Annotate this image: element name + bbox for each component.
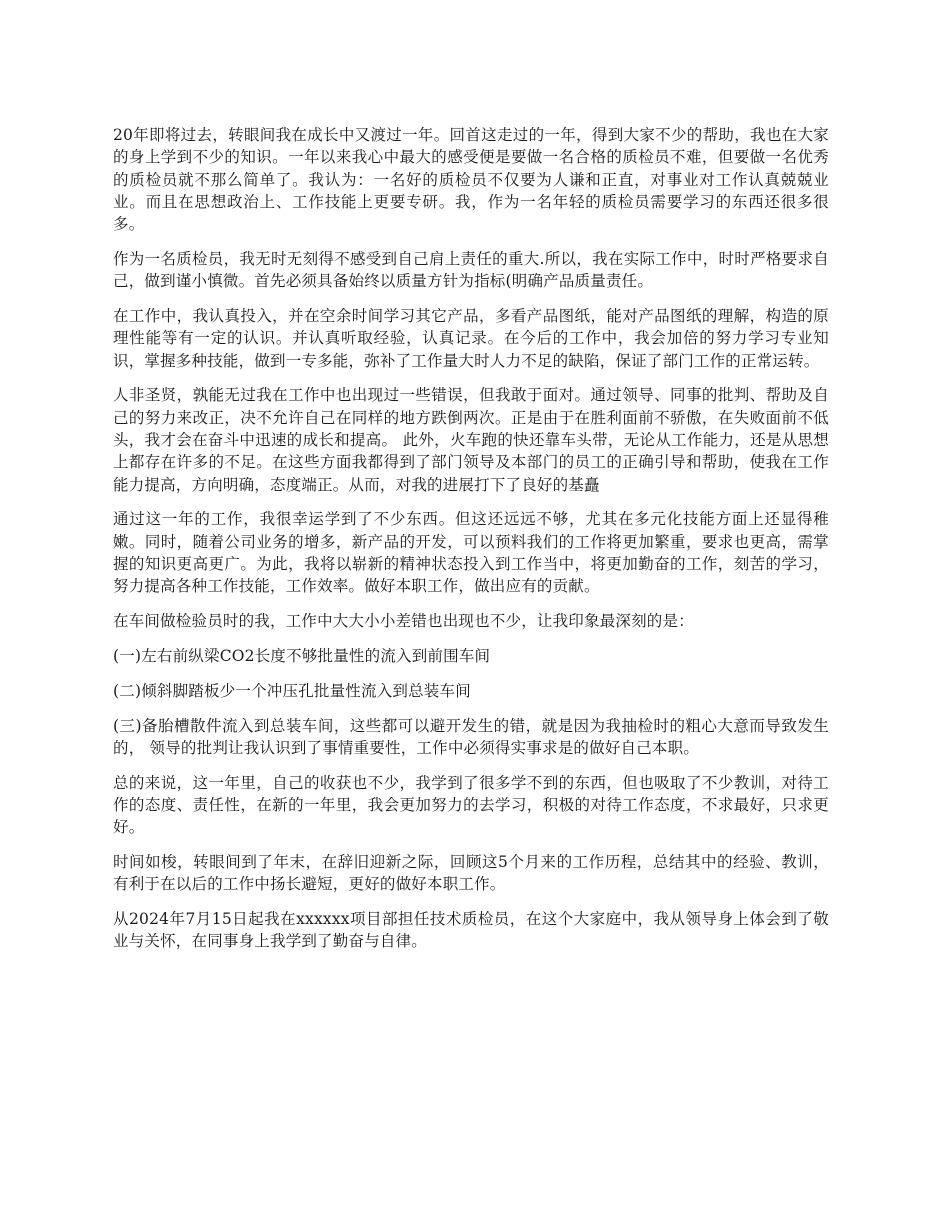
paragraph: 人非圣贤，孰能无过我在工作中也出现过一些错误，但我敢于面对。通过领导、同事的批判、帮助及自己的努力来改正，决不允许自己在同样的地方跌倒两次。正是由于在胜利面前不骄傲，在失败面前不低头，我才会在奋斗中迅速的成长和提高。 此外，火车跑的快还靠车头带，无论从工作能力，还是从思想上都存在许多的不足。在这些方面我都得到了部门领导及本部门的员工的正确引导和帮助，使我在工作能力提高，方向明确，态度端正。从而，对我的进展打下了良好的基矗 <box>113 386 829 494</box>
document-body <box>113 124 829 965</box>
paragraph: 在车间做检验员时的我，工作中大大小小差错也出现也不少，让我印象最深刻的是： <box>113 612 694 631</box>
paragraph: 从2024年7月15日起我在xxxxxx项目部担任技术质检员，在这个大家庭中，我从领导身上体会到了敬业与关怀，在同事身上我学到了勤奋与自律。 <box>113 910 829 951</box>
list-item: (一)左右前纵梁CO2长度不够批量性的流入到前围车间 <box>113 646 491 665</box>
paragraph: 作为一名质检员，我无时无刻得不感受到自己肩上责任的重大.所以，我在实际工作中，时时严格要求自己，做到谨小慎微。首先必须具备始终以质量方针为指标(明确产品质量责任。 <box>113 249 829 291</box>
paragraph: 20年即将过去，转眼间我在成长中又渡过一年。回首这走过的一年，得到大家不少的帮助，我也在大家的身上学到不少的知识。一年以来我心中最大的感受便是要做一名合格的质检员不难，但要做一名优秀的质检员就不那么简单了。我认为：一名好的质检员不仅要为人谦和正直，对事业对工作认真兢兢业业。而且在思想政治上、工作技能上更要专研。我，作为一名年轻的质检员需要学习的东西还很多很多。 <box>113 126 829 234</box>
paragraph: 总的来说，这一年里，自己的收获也不少，我学到了很多学不到的东西，但也吸取了不少教训，对待工作的态度、责任性，在新的一年里，我会更加努力的去学习，积极的对待工作态度，不求最好，只求更好。 <box>113 773 829 837</box>
paragraph: 时间如梭，转眼间到了年末，在辞旧迎新之际，回顾这5个月来的工作历程，总结其中的经验、教训，有利于在以后的工作中扬长避短，更好的做好本职工作。 <box>113 853 829 894</box>
paragraph: 在工作中，我认真投入，并在空余时间学习其它产品，多看产品图纸，能对产品图纸的理解，构造的原理性能等有一定的认识。并认真听取经验，认真记录。在今后的工作中，我会加倍的努力学习专业知识，掌握多种技能，做到一专多能，弥补了工作量大时人力不足的缺陷，保证了部门工作的正常运转。 <box>113 307 829 370</box>
paragraph: 通过这一年的工作，我很幸运学到了不少东西。但这还远远不够，尤其在多元化技能方面上还显得稚嫩。同时，随着公司业务的增多，新产品的开发，可以预料我们的工作将更加繁重，要求也更高，需掌握的知识更高更广。为此，我将以崭新的精神状态投入到工作当中，将更加勤奋的工作，刻苦的学习，努力提高各种工作技能，工作效率。做好本职工作，做出应有的贡献。 <box>113 510 829 596</box>
list-item: (三)备胎槽散件流入到总装车间，这些都可以避开发生的错，就是因为我抽检时的粗心大意而导致发生的， 领导的批判让我认识到了事情重要性，工作中必须得实事求是的做好自己本职。 <box>113 716 829 757</box>
list-item: (二)倾斜脚踏板少一个冲压孔批量性流入到总装车间 <box>113 681 471 700</box>
